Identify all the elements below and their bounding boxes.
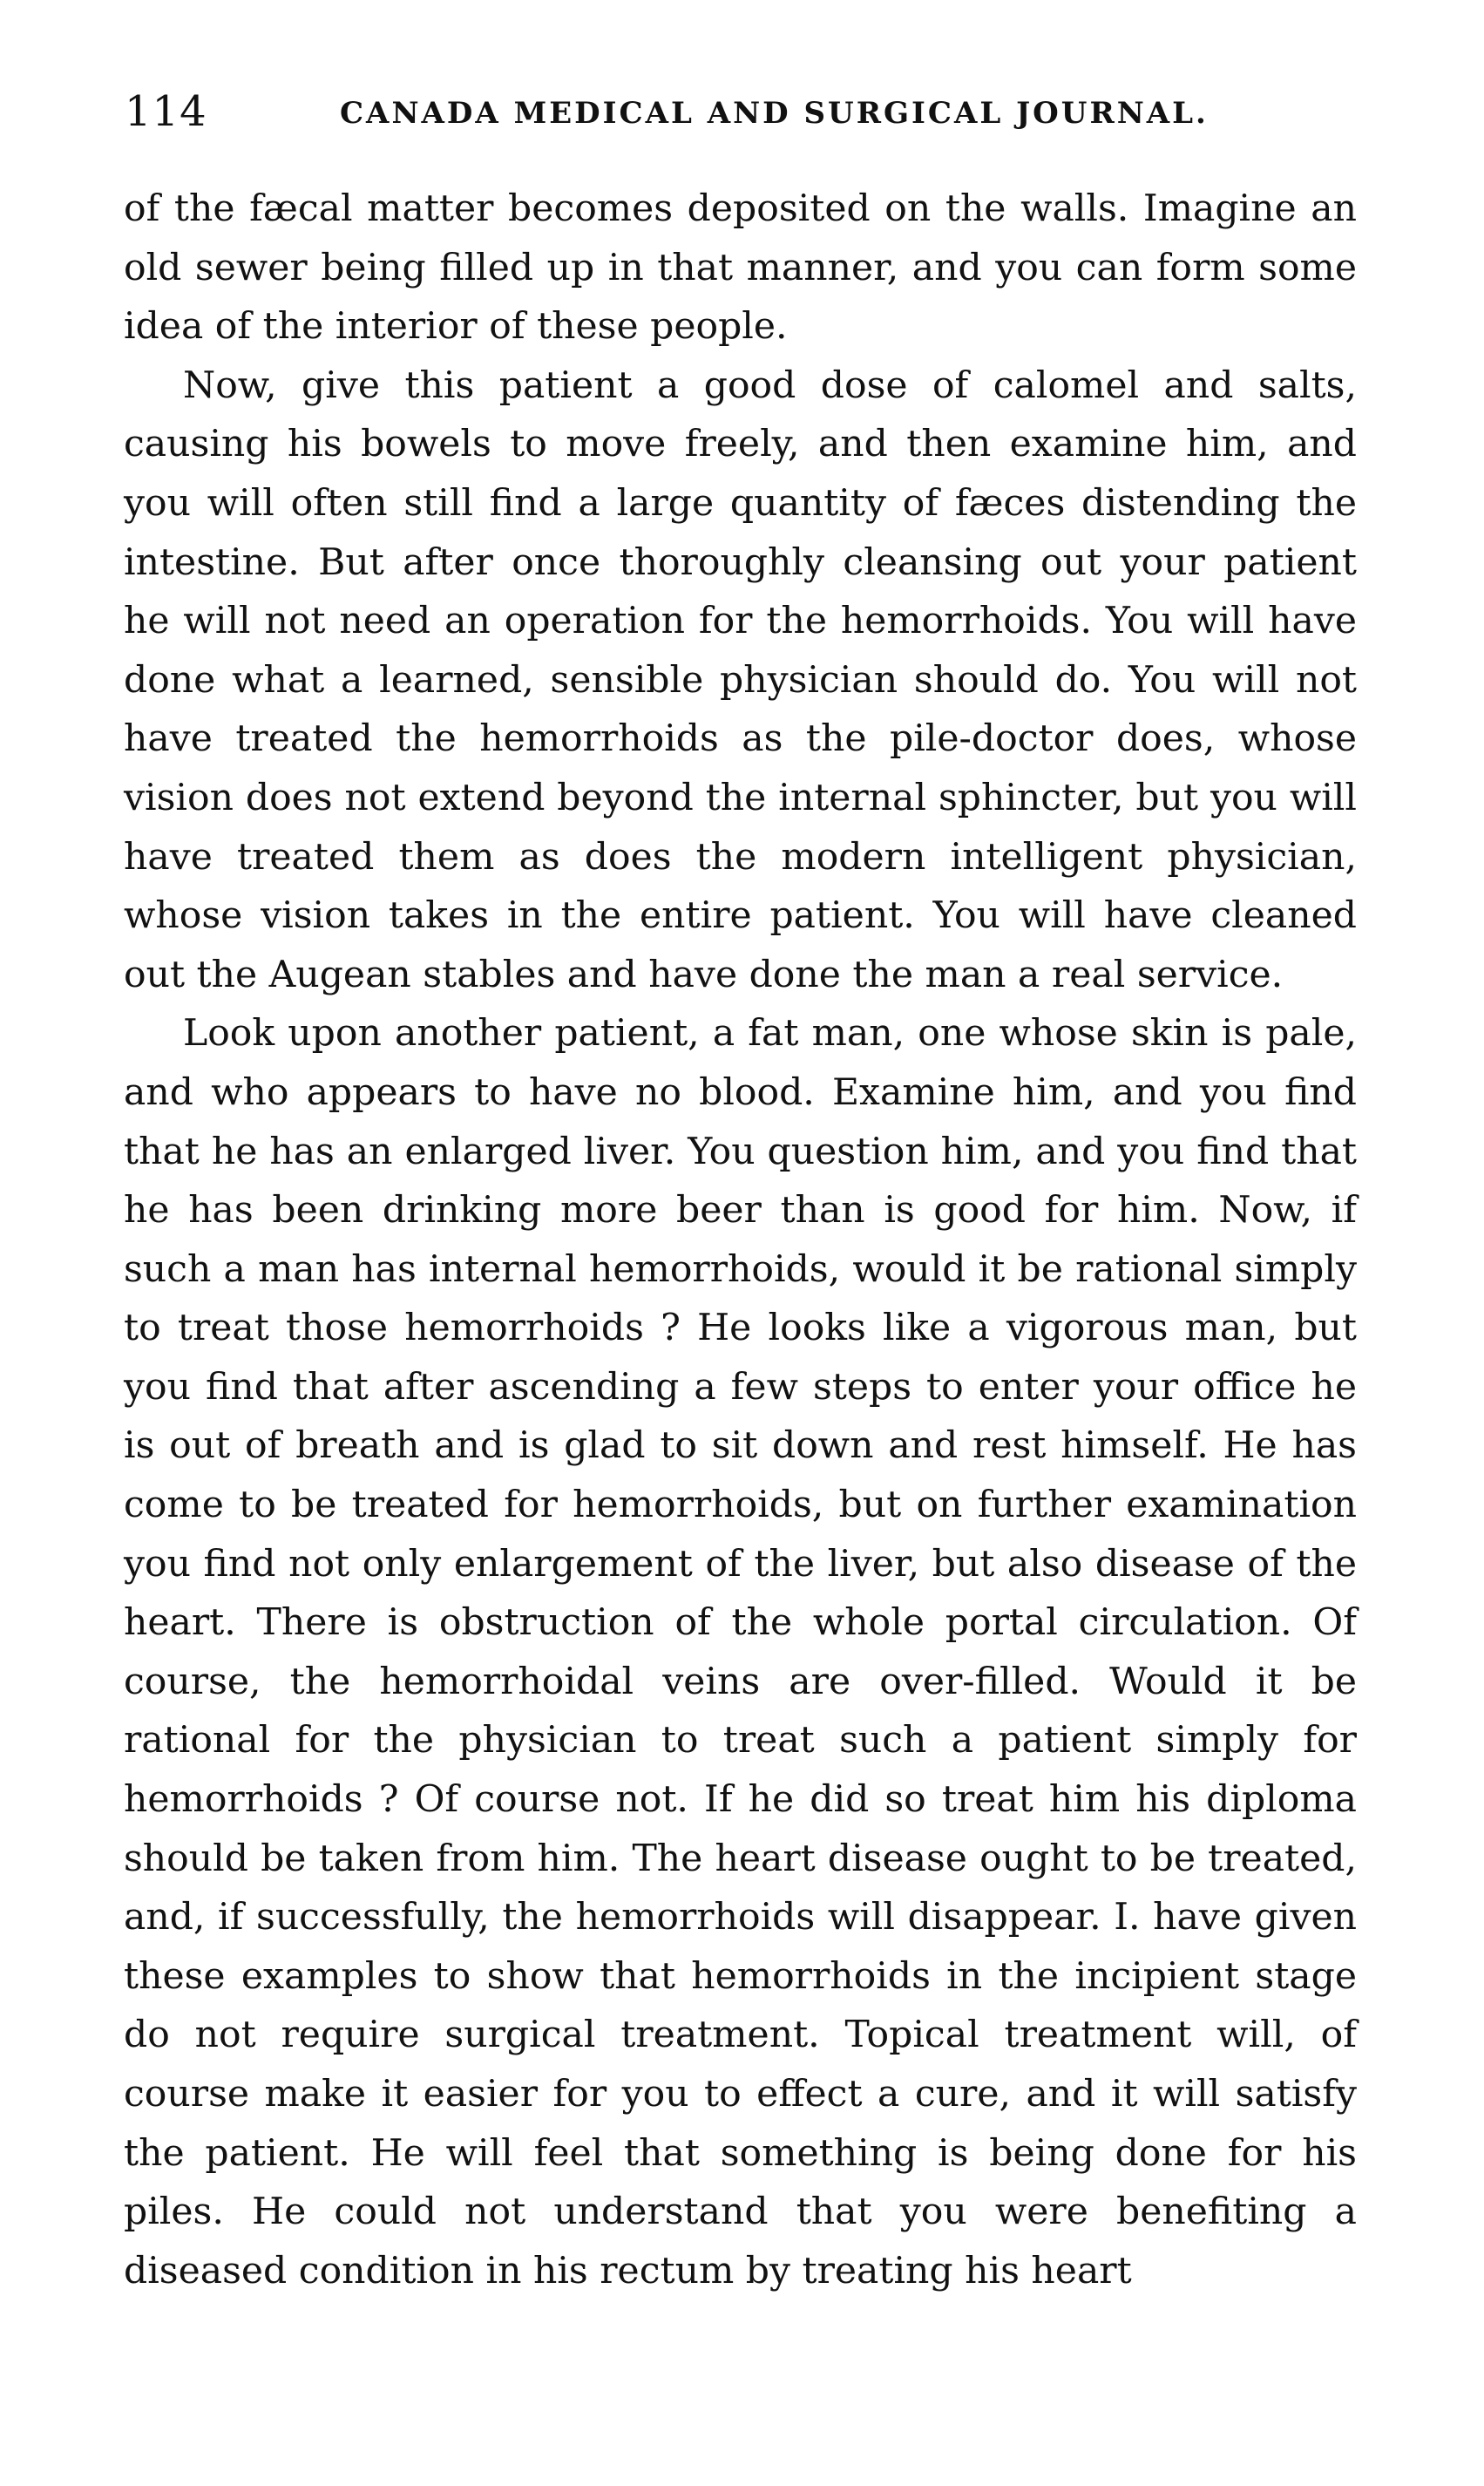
running-title: CANADA MEDICAL AND SURGICAL JOURNAL. — [340, 96, 1209, 131]
page-number: 114 — [125, 87, 207, 136]
body-text — [124, 180, 1357, 2300]
page-header — [0, 0, 1484, 209]
paragraph-calomel-treatment: Now, give this patient a good dose of calomel and salts, causing his bowels to move freely, and then examine him, and you will often still find a large quantity of fæces distending the intestine. But after once thoroughly cleansing out your patient he will not need an operation for the hemorrhoids. You will have done what a learned, sensible physician should do. You will not have treated the hemorrhoids as the pile-doctor does, whose vision does not extend beyond the internal sphincter, but you will have treated them as does the modern intelligent physician, whose vision takes in the entire patient. You will have cleaned out the Augean stables and have done the man a real service. — [124, 363, 1357, 996]
paragraph-fat-man-patient: Look upon another patient, a fat man, one whose skin is pale, and who appears to have no blood. Examine him, and you find that he has an enlarged liver. You question him, and you find that he has been drinking more beer than is good for him. Now, if such a man has internal hemorrhoids, would it be rational simply to treat those hemorrhoids ? He looks like a vigorous man, but you find that after ascending a few steps to enter your office he is out of breath and is glad to sit down and rest himself. He has come to be treated for hemorrhoids, but on further examination you find not only enlargement of the liver, but also disease of the heart. There is obstruction of the whole portal circulation. Of course, the hemorrhoidal veins are over-filled. Would it be rational for the physician to treat such a patient simply for hemorrhoids ? Of course not. If he did so treat him his diploma should be taken from him. The heart disease ought to be treated, and, if successfully, the hemorrhoids will disappear. I. have given these examples to show that hemorrhoids in the incipient stage do not require surgical treatment. Topical treatment will, of course make it easier for you to effect a cure, and it will satisfy the patient. He will feel that something is being done for his piles. He could not understand that you were benefiting a diseased condition in his rectum by treating his heart — [124, 1012, 1357, 2292]
paragraph-continuation: of the fæcal matter becomes deposited on the walls. Imagine an old sewer being filled up in that manner, and you can form some idea of the interior of these people. — [124, 187, 1357, 349]
